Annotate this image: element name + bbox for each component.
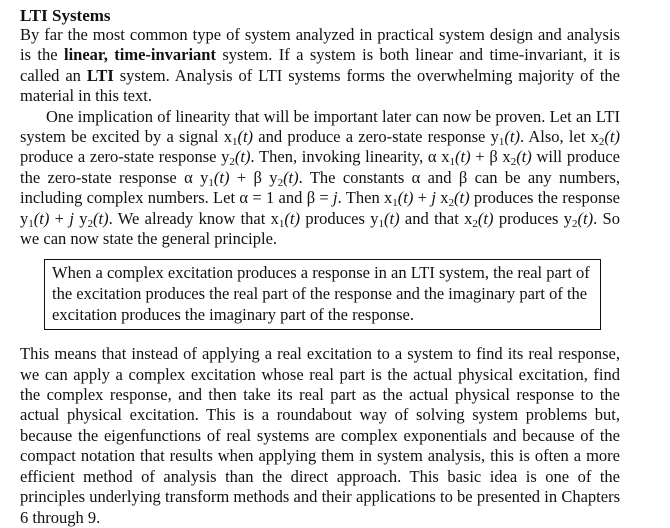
text-run: (t)	[33, 208, 50, 228]
text-run: and that x	[399, 208, 473, 228]
text-run: . Also, let x	[519, 127, 599, 147]
section-heading: LTI Systems	[20, 6, 111, 25]
text-run: . Then x	[337, 188, 393, 208]
text-run: (t)	[384, 208, 400, 228]
text-run: 1	[392, 197, 398, 210]
text-run: produce a zero-state response y	[20, 147, 230, 167]
paragraph-intro	[20, 25, 620, 107]
text-run: (t)	[477, 208, 494, 228]
text-run: . Then, invoking linearity, α x	[250, 147, 450, 167]
text-run: 2	[87, 217, 94, 230]
text-run: x	[435, 188, 449, 208]
text-run: 2	[510, 156, 517, 169]
text-run: 2	[277, 176, 284, 189]
text-run: +	[49, 208, 70, 228]
document-page	[20, 6, 620, 528]
text-run: produces y	[493, 208, 572, 228]
text-run: (t)	[453, 188, 470, 208]
paragraph-explanation	[20, 344, 620, 528]
text-run: 2	[472, 217, 478, 230]
text-run: 1	[278, 217, 285, 230]
text-run: (t)	[93, 208, 109, 228]
text-run: . The constants α and β can be any numbers, including complex numbers. Let α = 1 and β =	[20, 167, 620, 208]
text-run: (t)	[284, 208, 300, 228]
text-run: produces the response y	[20, 188, 620, 228]
text-run: One implication of linearity that will be important later can now be proven. Let an LTI system be excited by a signal x	[20, 106, 620, 147]
text-run: . So we can now state the general principle.	[20, 208, 620, 249]
text-run: system. Analysis of LTI systems forms the overwhelming majority of the material in this text.	[20, 65, 620, 106]
text-run: +	[413, 188, 432, 208]
text-run: j	[69, 208, 74, 228]
text-run: (t)	[213, 167, 230, 187]
text-run: (t)	[516, 147, 532, 167]
paragraph-linearity-proof	[20, 107, 620, 250]
text-run: (t)	[504, 127, 520, 147]
text-run: This means that instead of applying a real excitation to a system to find its real response, we can apply a complex excitation whose real part is the actual physical excitation, find the complex response, and then take its real part as the actual physical response to the actual physical excitation. This is a roundabout way of solving system problems but, because the eigenfunctions of real systems are complex exponentials and because of the compact notation that results when applying them in system analysis, this is often a more efficient method of analysis than the direct approach. This basic idea is one of the principles underlying transform methods and their applications to be presented in Chapters 6 through 9.	[20, 344, 620, 527]
text-run: (t)	[455, 147, 471, 167]
text-run: . We already know that x	[108, 208, 279, 228]
text-run: (t)	[237, 127, 254, 147]
principle-statement	[52, 263, 592, 325]
principle-box	[44, 259, 601, 330]
text-run: 2	[598, 136, 605, 149]
text-run: 2	[229, 156, 235, 169]
text-run: (t)	[283, 167, 299, 187]
text-run: (t)	[604, 127, 620, 147]
text-run: (t)	[234, 147, 251, 167]
text-run: + β x	[470, 147, 511, 167]
text-run: LTI	[86, 65, 114, 85]
text-run: y	[73, 208, 88, 228]
text-run: 1	[231, 136, 238, 149]
text-run: 1	[498, 136, 505, 149]
text-run: and produce a zero-state response y	[253, 127, 499, 147]
text-run: 1	[28, 217, 34, 230]
text-run: By far the most common type of system analyzed in practical system design and analysis is the	[20, 25, 620, 65]
text-run: j	[431, 188, 436, 208]
text-run: When a complex excitation produces a response in an LTI system, the real part of the excitation produces the real part of the response and the imaginary part of the excitation produces the imaginary part of the response.	[52, 263, 590, 324]
text-run: 1	[449, 156, 456, 169]
text-run: 2	[572, 217, 578, 230]
text-run: 1	[378, 217, 384, 230]
text-run: linear, time-invariant	[63, 45, 216, 65]
text-run: (t)	[397, 188, 414, 208]
text-run: + β y	[229, 167, 278, 187]
text-run: system. If a system is both linear and time-invariant, it is called an	[20, 45, 621, 85]
text-run: 2	[448, 197, 454, 210]
text-run: produces y	[300, 208, 379, 228]
text-run: j	[333, 188, 338, 208]
text-run: will produce the zero-state response α y	[20, 147, 620, 187]
text-run: (t)	[577, 208, 594, 228]
text-run: 1	[208, 176, 214, 189]
